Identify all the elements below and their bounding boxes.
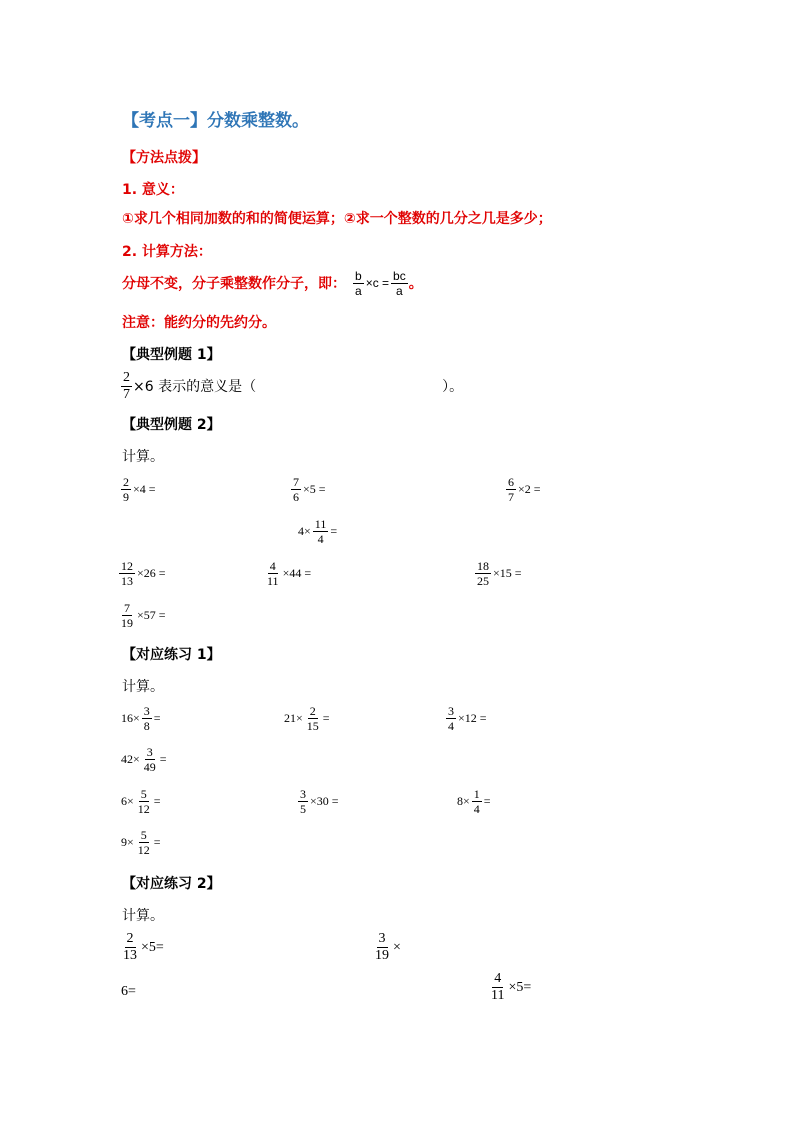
problem-item: [297, 788, 340, 815]
operation: =: [153, 711, 161, 725]
fraction: [119, 560, 135, 587]
problem-item: [474, 560, 523, 587]
numerator: 3: [448, 704, 454, 718]
problem-item: [120, 746, 168, 773]
fraction: [119, 602, 135, 629]
fraction: [506, 476, 516, 503]
note-text: 注意：能约分的先约分。: [122, 315, 276, 331]
operation: ×2 =: [518, 482, 541, 496]
denominator: 8: [143, 719, 150, 733]
problem-item: [488, 972, 532, 1003]
denominator: 9: [123, 490, 129, 504]
section-title: 【考点一】分数乘整数。: [122, 111, 309, 131]
problem-item: [456, 788, 492, 815]
example1-close: ）。: [442, 379, 464, 395]
practice1-instruction: 计算。: [122, 679, 164, 695]
numerator: 4: [494, 971, 502, 986]
operation-head: 9×: [121, 835, 134, 849]
problem-item: [120, 829, 162, 856]
numerator: 2: [123, 475, 129, 489]
calc-text: 分母不变，分子乘整数作分子，即：: [122, 276, 346, 292]
operation-head: 8×: [457, 794, 470, 808]
numerator: 7: [293, 475, 299, 489]
fraction: [313, 518, 329, 545]
formula-denominator-left: a: [355, 283, 362, 298]
calc-rule: [122, 264, 423, 302]
problem-item: [445, 705, 488, 732]
denominator: 5: [300, 802, 306, 816]
fraction: [121, 476, 131, 503]
problem-item: [283, 705, 331, 732]
meaning-text: ①求几个相同加数的和的简便运算；②求一个整数的几分之几是多少；: [122, 211, 552, 227]
fraction: [472, 788, 482, 815]
example1-text: ×6 表示的意义是（: [133, 379, 257, 395]
operation: =: [322, 711, 330, 725]
problem-item: [120, 476, 157, 503]
problem-item: [290, 476, 327, 503]
operation-head: 21×: [284, 711, 303, 725]
denominator: 49: [143, 760, 156, 774]
denominator: 12: [137, 802, 150, 816]
method-title: 【方法点拨】: [122, 150, 206, 166]
operation: ×4 =: [133, 482, 156, 496]
formula-fraction-right: [391, 270, 408, 297]
operation: ×12 =: [458, 711, 487, 725]
fraction: [446, 705, 456, 732]
numerator: 5: [140, 828, 147, 842]
problem-item: [118, 602, 167, 629]
example1-title: 【典型例题 1】: [122, 347, 221, 363]
example2-title: 【典型例题 2】: [122, 417, 221, 433]
denominator: 13: [123, 948, 137, 963]
operation: =: [153, 835, 161, 849]
denominator: 6: [293, 490, 299, 504]
numerator: 2: [126, 931, 134, 946]
operation: =: [159, 752, 167, 766]
fraction: [121, 932, 139, 963]
denominator: 7: [508, 490, 514, 504]
numerator: 2: [123, 369, 130, 385]
denominator: 11: [267, 574, 279, 588]
fraction: [373, 932, 391, 963]
numerator: 18: [477, 559, 489, 573]
operation: ×5=: [508, 979, 532, 995]
numerator: 12: [121, 559, 133, 573]
problem-item: [264, 560, 312, 587]
formula-numerator-left: b: [355, 268, 362, 283]
numerator: 2: [309, 704, 316, 718]
fraction: [475, 560, 491, 587]
operation: ×5=: [141, 939, 164, 955]
fraction: [489, 972, 506, 1003]
denominator: 4: [473, 802, 480, 816]
problem-item: [297, 518, 338, 545]
problem-item: [372, 932, 402, 963]
operation: ×30 =: [310, 794, 339, 808]
problem-item: [118, 560, 167, 587]
calc-title: 2. 计算方法：: [122, 244, 212, 260]
formula-denominator-right: a: [396, 283, 403, 298]
problem-item: [120, 705, 162, 732]
formula-period: 。: [408, 276, 423, 292]
problem-item: [120, 932, 165, 963]
denominator: 12: [137, 843, 150, 857]
fraction-formula: [352, 270, 409, 297]
denominator: 15: [306, 719, 319, 733]
operation: ×57 =: [137, 608, 166, 622]
fraction: [136, 829, 152, 856]
practice2-title: 【对应练习 2】: [122, 876, 221, 892]
operation-head: 6×: [121, 794, 134, 808]
formula-numerator-right: bc: [393, 268, 406, 283]
denominator: 7: [123, 386, 130, 402]
example2-instruction: 计算。: [122, 449, 164, 465]
operation-head: 42×: [121, 752, 140, 766]
numerator: 1: [473, 787, 480, 801]
numerator: 3: [143, 704, 150, 718]
denominator: 4: [448, 719, 454, 733]
numerator: 6: [508, 475, 514, 489]
numerator: 3: [378, 931, 386, 946]
operation: ×15 =: [493, 566, 522, 580]
example1-fraction: [121, 371, 132, 402]
numerator: 7: [124, 601, 130, 615]
numerator: 4: [269, 559, 276, 573]
operation-head: 4×: [298, 524, 311, 538]
numerator: 11: [314, 517, 327, 531]
fraction: [265, 560, 281, 587]
operation: =: [483, 794, 491, 808]
fraction: [291, 476, 301, 503]
fraction: [142, 705, 152, 732]
numerator: 3: [300, 787, 306, 801]
operation-head: 6=: [121, 984, 136, 999]
denominator: 19: [375, 948, 389, 963]
problem-item: [120, 788, 162, 815]
operation: ×44 =: [282, 566, 312, 580]
operation-head: 16×: [121, 711, 140, 725]
operation: =: [330, 524, 338, 538]
denominator: 25: [477, 574, 489, 588]
denominator: 13: [121, 574, 133, 588]
numerator: 3: [146, 745, 153, 759]
fraction: [142, 746, 158, 773]
problem-item: [505, 476, 542, 503]
numerator: 5: [140, 787, 147, 801]
operation: ×: [393, 939, 401, 955]
operation: ×26 =: [137, 566, 166, 580]
formula-fraction-left: [353, 270, 364, 297]
operation: =: [153, 794, 161, 808]
denominator: 4: [317, 532, 324, 546]
practice2-instruction: 计算。: [122, 908, 164, 924]
meaning-title: 1. 意义：: [122, 182, 184, 198]
fraction: [136, 788, 152, 815]
formula-times: ×c =: [365, 276, 390, 290]
fraction: [298, 788, 308, 815]
practice1-title: 【对应练习 1】: [122, 647, 221, 663]
operation: ×5 =: [303, 482, 326, 496]
example1-question: [120, 369, 464, 402]
denominator: 19: [121, 616, 133, 630]
denominator: 11: [491, 988, 505, 1003]
problem-item: [120, 984, 137, 1000]
fraction: [305, 705, 321, 732]
